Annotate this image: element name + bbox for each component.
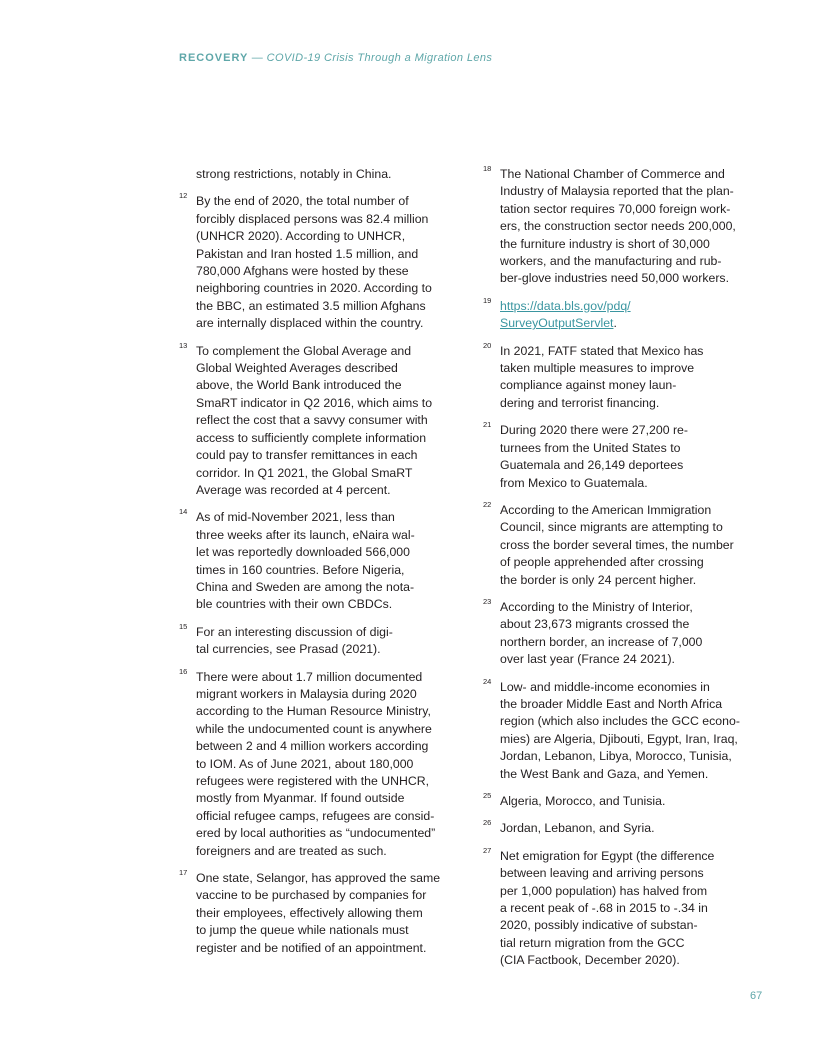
footnote-line: between 2 and 4 million workers according	[196, 739, 429, 754]
right-notes	[481, 166, 781, 970]
footnote-line: (CIA Factbook, December 2020).	[500, 953, 680, 968]
footnote-line: according to the Human Resource Ministry,	[196, 704, 431, 719]
footnote-number: 17	[179, 868, 188, 878]
footnote-24	[481, 676, 781, 783]
footnote-20	[481, 340, 781, 413]
footnote-text	[196, 343, 467, 500]
footnote-text	[500, 422, 781, 492]
footnote-line: SmaRT indicator in Q2 2016, which aims to	[196, 395, 433, 410]
footnote-line: Pakistan and Iran hosted 1.5 million, and	[196, 246, 419, 261]
footnote-line: to jump the queue while nationals must	[196, 923, 409, 938]
footnote-line: from Mexico to Guatemala.	[500, 475, 648, 490]
footnote-22	[481, 499, 781, 589]
footnote-line: of people apprehended after crossing	[500, 555, 704, 570]
left-column	[177, 166, 467, 967]
footnote-line: refugees were registered with the UNHCR,	[196, 774, 430, 788]
footnote-line: Global Weighted Averages described	[196, 361, 398, 376]
footnote-line: mostly from Myanmar. If found outside	[196, 791, 405, 806]
footnote-line: official refugee camps, refugees are consid-	[196, 808, 435, 823]
footnote-line: There were about 1.7 million documented	[196, 669, 423, 684]
footnote-line: Net emigration for Egypt (the difference	[500, 848, 715, 863]
footnote-line: Low- and middle-income economies in	[500, 679, 710, 694]
footnote-line: workers, and the manufacturing and rub-	[500, 254, 722, 269]
footnote-link[interactable]: SurveyOutputServlet	[500, 316, 614, 331]
footnote-19	[481, 295, 781, 333]
footnote-line: let was reportedly downloaded 566,000	[196, 545, 410, 560]
footnote-line: Jordan, Lebanon, and Syria.	[500, 821, 655, 836]
footnote-26	[481, 820, 781, 837]
footnote-27	[481, 845, 781, 970]
footnote-line: times in 160 countries. Before Nigeria,	[196, 562, 405, 577]
footnote-line: between leaving and arriving persons	[500, 866, 704, 881]
footnote-text	[500, 820, 781, 837]
footnote-line: (UNHCR 2020). According to UNHCR,	[196, 229, 406, 244]
footnote-number: 23	[483, 596, 492, 606]
footnote-line: are internally displaced within the country.	[196, 316, 424, 331]
footnote-text	[500, 343, 781, 413]
footnote-12	[177, 193, 467, 332]
footnote-line: tial return migration from the GCC	[500, 935, 685, 950]
header-brand: RECOVERY	[179, 52, 249, 64]
page-number: 67	[750, 990, 763, 1002]
footnote-line: the furniture industry is short of 30,000	[500, 236, 710, 251]
footnote-link[interactable]: https://data.bls.gov/pdq/	[500, 298, 631, 313]
footnote-line: tal currencies, see Prasad (2021).	[196, 642, 381, 657]
footnote-15	[177, 621, 467, 659]
footnote-16	[177, 666, 467, 860]
footnote-line: about 23,673 migrants crossed the	[500, 617, 690, 632]
footnote-23	[481, 596, 781, 669]
footnote-line: According to the American Immigration	[500, 502, 712, 517]
footnote-line: region (which also includes the GCC econo-	[500, 714, 740, 729]
footnote-line: northern border, an increase of 7,000	[500, 634, 703, 649]
footnote-line: Guatemala and 26,149 deportees	[500, 458, 684, 473]
footnote-line: The National Chamber of Commerce and	[500, 167, 725, 181]
footnote-line: ber-glove industries need 50,000 workers.	[500, 271, 729, 286]
footnote-text	[500, 848, 781, 970]
footnote-line: above, the World Bank introduced the	[196, 378, 402, 393]
footnote-number: 26	[483, 818, 492, 828]
footnote-line: register and be notified of an appointment.	[196, 940, 427, 955]
footnote-link-line	[500, 315, 781, 332]
footnote-text	[500, 793, 781, 810]
footnote-17	[177, 870, 467, 957]
footnote-line: mies) are Algeria, Djibouti, Egypt, Iran, Iraq,	[500, 731, 738, 746]
footnote-line: could pay to transfer remittances in each	[196, 448, 418, 463]
continued-line: strong restrictions, notably in China.	[196, 167, 392, 181]
right-column	[481, 166, 781, 980]
footnote-line: ble countries with their own CBDCs.	[196, 597, 393, 612]
footnote-line: turnees from the United States to	[500, 440, 681, 455]
running-header	[179, 52, 492, 64]
footnote-number: 16	[179, 666, 188, 676]
footnote-number: 20	[483, 340, 492, 350]
footnote-line: Jordan, Lebanon, Libya, Morocco, Tunisia,	[500, 749, 732, 764]
footnote-line: In 2021, FATF stated that Mexico has	[500, 343, 704, 358]
footnote-line: China and Sweden are among the nota-	[196, 579, 415, 594]
footnote-21	[481, 422, 781, 492]
footnote-line: compliance against money laun-	[500, 378, 677, 393]
footnote-line: forcibly displaced persons was 82.4 million	[196, 211, 429, 226]
footnote-line: the BBC, an estimated 3.5 million Afghans	[196, 298, 426, 313]
footnote-text	[196, 509, 467, 613]
footnote-text	[500, 502, 781, 589]
footnote-text	[196, 624, 467, 659]
left-notes	[177, 193, 467, 957]
footnote-trailing: .	[613, 316, 617, 331]
footnote-25	[481, 793, 781, 810]
footnote-line: One state, Selangor, has approved the same	[196, 871, 441, 886]
footnote-continued	[177, 166, 467, 183]
footnote-number: 12	[179, 191, 188, 201]
footnote-text	[196, 669, 467, 860]
footnote-number: 13	[179, 340, 188, 350]
footnote-number: 19	[483, 295, 492, 305]
footnote-number: 14	[179, 507, 188, 517]
footnote-line: the broader Middle East and North Africa	[500, 696, 723, 711]
footnote-line: access to sufficiently complete information	[196, 430, 427, 445]
footnote-text	[196, 870, 467, 957]
footnote-line: To complement the Global Average and	[196, 343, 412, 358]
footnote-line: Average was recorded at 4 percent.	[196, 482, 391, 497]
footnote-line: to IOM. As of June 2021, about 180,000	[196, 756, 414, 771]
footnote-number: 21	[483, 420, 492, 430]
footnote-line: For an interesting discussion of digi-	[196, 624, 393, 639]
footnote-line: reflect the cost that a savvy consumer with	[196, 413, 428, 428]
footnote-text	[500, 679, 781, 783]
footnote-number: 22	[483, 499, 492, 509]
header-separator: —	[248, 52, 267, 64]
footnote-18	[481, 166, 781, 288]
footnote-link-line	[500, 298, 781, 315]
footnote-line: ered by local authorities as “undocumented”	[196, 826, 436, 841]
footnote-number: 24	[483, 676, 492, 686]
footnote-line: while the undocumented count is anywhere	[196, 721, 432, 736]
footnote-13	[177, 340, 467, 500]
footnote-line: their employees, effectively allowing them	[196, 905, 423, 920]
footnote-line: cross the border several times, the number	[500, 537, 734, 552]
footnote-line: the West Bank and Gaza, and Yemen.	[500, 766, 709, 781]
header-subtitle: COVID-19 Crisis Through a Migration Lens	[266, 52, 493, 64]
footnote-text	[500, 298, 781, 333]
footnote-line: According to the Ministry of Interior,	[500, 599, 693, 614]
footnote-line: tation sector requires 70,000 foreign work-	[500, 201, 731, 216]
footnote-line: As of mid-November 2021, less than	[196, 510, 395, 525]
footnote-line: taken multiple measures to improve	[500, 361, 695, 376]
footnote-line: vaccine to be purchased by companies for	[196, 888, 427, 903]
footnote-number: 18	[483, 164, 492, 173]
footnote-line: the border is only 24 percent higher.	[500, 572, 697, 587]
footnote-line: Industry of Malaysia reported that the plan-	[500, 184, 734, 199]
footnote-line: By the end of 2020, the total number of	[196, 194, 409, 209]
footnote-14	[177, 509, 467, 613]
footnote-line: Algeria, Morocco, and Tunisia.	[500, 794, 666, 808]
footnote-line: over last year (France 24 2021).	[500, 652, 675, 667]
footnote-line: 2020, possibly indicative of substan-	[500, 918, 698, 933]
footnote-line: ers, the construction sector needs 200,000,	[500, 219, 736, 234]
footnote-number: 25	[483, 791, 492, 800]
footnote-line: three weeks after its launch, eNaira wal-	[196, 527, 415, 542]
footnote-line: per 1,000 population) has halved from	[500, 883, 708, 898]
footnote-line: dering and terrorist financing.	[500, 395, 660, 410]
footnote-line: During 2020 there were 27,200 re-	[500, 423, 688, 438]
footnote-line: 780,000 Afghans were hosted by these	[196, 264, 409, 279]
footnote-line: a recent peak of -.68 in 2015 to -.34 in	[500, 901, 708, 916]
footnote-text	[500, 599, 781, 669]
footnote-line: foreigners and are treated as such.	[196, 843, 387, 858]
footnote-number: 15	[179, 621, 188, 631]
footnote-line: corridor. In Q1 2021, the Global SmaRT	[196, 465, 413, 480]
footnote-line: migrant workers in Malaysia during 2020	[196, 686, 417, 701]
footnote-text	[196, 193, 467, 332]
footnote-number: 27	[483, 845, 492, 855]
footnote-line: Council, since migrants are attempting to	[500, 520, 723, 535]
footnote-line: neighboring countries in 2020. According to	[196, 281, 432, 296]
footnote-text	[500, 166, 781, 288]
